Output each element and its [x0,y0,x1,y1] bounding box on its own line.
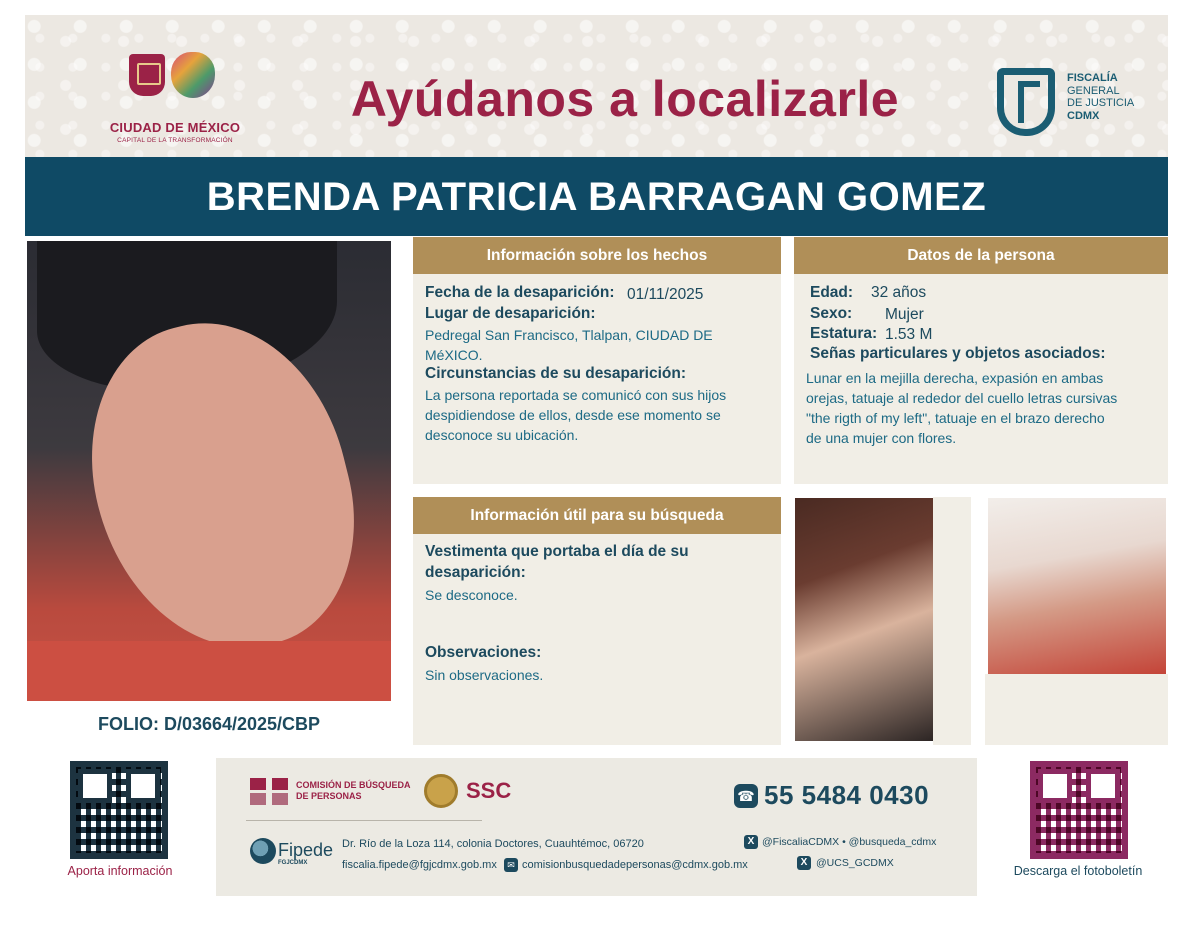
x-social-icon: X [744,835,758,849]
busqueda-title: Información útil para su búsqueda [413,497,781,534]
fipede-globe-icon [250,838,276,864]
vestimenta-value: Se desconoce. [425,587,518,603]
senas-line-4: de una mujer con flores. [806,430,957,446]
fiscalia-logo [997,68,1177,143]
busqueda-panel [413,497,781,745]
additional-photo-1 [795,498,933,741]
qr-descarga-fotoboletin[interactable] [1030,761,1128,859]
fiscalia-line-3: DE JUSTICIA [1067,97,1135,109]
fiscalia-line-2: GENERAL [1067,84,1120,97]
ssc-badge-icon [424,774,458,808]
estatura-value: 1.53 M [885,326,933,343]
fiscalia-line-4: CDMX [1067,109,1100,122]
x-social-icon-2: X [797,856,811,870]
qr-left-label: Aporta información [67,864,173,878]
circunstancias-line-1: La persona reportada se comunicó con sus hijos [425,387,727,403]
page-title: Ayúdanos a localizarle [350,71,900,127]
edad-label: Edad: [810,284,854,301]
fecha-value: 01/11/2025 [627,286,704,303]
estatura-label: Estatura: [810,325,878,342]
lugar-value-line-2: MéXICO. [425,347,483,363]
person-name: BRENDA PATRICIA BARRAGAN GOMEZ [206,175,987,219]
senas-label: Señas particulares y objetos asociados: [810,345,1106,362]
header-band [25,15,1168,157]
social-handles-1[interactable]: @FiscaliaCDMX • @busqueda_cdmx [762,836,937,848]
sexo-value: Mujer [885,306,924,323]
senas-line-3: "the rigth of my left", tatuaje en el brazo derecho [806,410,1105,426]
cbp-text [296,780,411,802]
ssc-label: SSC [466,778,512,803]
observaciones-label: Observaciones: [425,644,542,661]
edad-value: 32 años [871,284,927,301]
folio: FOLIO: D/03664/2025/CBP [97,714,321,734]
fiscalia-text [1067,72,1134,122]
hechos-panel [413,237,781,484]
city-tagline: CAPITAL DE LA TRANSFORMACIÓN [117,137,233,144]
additional-photo-2 [988,498,1166,674]
name-banner [25,157,1168,236]
contact-box [216,758,977,896]
fipede-sub: FGJCDMX [278,860,308,866]
divider [246,820,482,821]
cdmx-shield-icon [129,54,165,96]
circunstancias-line-2: despidiendose de ellos, desde ese momento se [425,407,721,423]
photo-2-margin [985,674,1168,745]
photo-1-margin [933,497,971,745]
social-handles-2[interactable]: @UCS_GCDMX [816,857,894,869]
sexo-label: Sexo: [810,305,853,322]
cbp-logo-icon [250,778,290,806]
datos-title: Datos de la persona [794,237,1168,274]
email-fipede[interactable]: fiscalia.fipede@fgjcdmx.gob.mx [342,859,497,871]
address: Dr. Río de la Loza 114, colonia Doctores, Cuauhtémoc, 06720 [342,838,644,850]
senas-line-2: orejas, tatuaje al rededor del cuello letras cursivas [806,390,1118,406]
senas-line-1: Lunar en la mejilla derecha, expasión en ambas [806,370,1104,386]
hechos-title: Información sobre los hechos [413,237,781,274]
fgj-mark-icon [997,68,1055,136]
lugar-label: Lugar de desaparición: [425,305,596,322]
datos-panel [794,237,1168,484]
lugar-value-line-1: Pedregal San Francisco, Tlalpan, CIUDAD DE [425,327,713,343]
photo-shirt [27,641,391,701]
vestimenta-label-line-2: desaparición: [425,564,526,581]
cbp-line-1: COMISIÓN DE BÚSQUEDA [296,780,411,790]
cbp-line-2: DE PERSONAS [296,791,362,801]
observaciones-value: Sin observaciones. [425,667,544,683]
phone-number[interactable]: 55 5484 0430 [764,780,930,810]
qr-right-label: Descarga el fotoboletín [1013,864,1143,878]
circunstancias-line-3: desconoce su ubicación. [425,427,579,443]
main-photo [27,241,391,701]
fipede-name: Fipede [278,840,334,860]
cdmx-heart-map-icon [171,52,215,98]
cdmx-logo [105,50,241,150]
vestimenta-label-line-1: Vestimenta que portaba el día de su [425,543,689,560]
mail-icon: ✉ [504,858,518,872]
email-comision[interactable]: comisionbusquedadepersonas@cdmx.gob.mx [522,859,748,871]
phone-icon: ☎ [734,784,758,808]
circunstancias-label: Circunstancias de su desaparición: [425,365,687,382]
city-name: CIUDAD DE MÉXICO [109,120,241,135]
fecha-label: Fecha de la desaparición: [425,284,615,301]
qr-aporta-informacion[interactable] [70,761,168,859]
fiscalia-line-1: FISCALÍA [1067,72,1118,84]
